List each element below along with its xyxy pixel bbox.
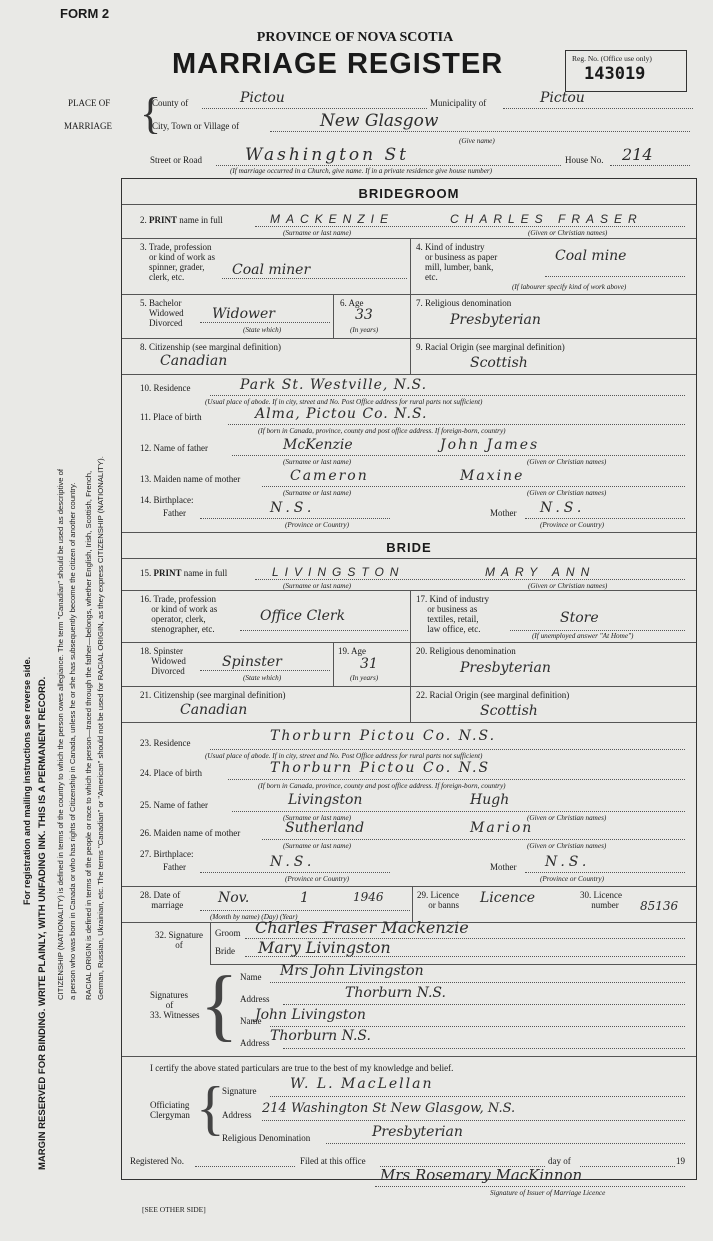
bride-name-label: 15. PRINT name in full [140, 568, 228, 578]
bride-father-birthplace-label: Father [163, 862, 186, 872]
bride-residence-label-text: 23. Residence [140, 738, 191, 748]
clergy-sig-label: Signature [222, 1086, 257, 1096]
marriage-year: 1946 [353, 890, 384, 904]
bride-father-label: 25. Name of father [140, 800, 208, 810]
bride-parents-birthplace-label: 27. Birthplace: [140, 849, 194, 859]
bride-mother-label: 26. Maiden name of mother [140, 828, 241, 838]
clergy-denom-label: Religious Denomination [222, 1133, 311, 1143]
groom-racial-label: 9. Racial Origin (see marginal definition) [416, 342, 565, 352]
groom-given: CHARLES FRASER [450, 212, 643, 226]
groom-mother-surname-hint: (Surname or last name) [283, 489, 352, 497]
groom-age-hint: (In years) [350, 326, 379, 334]
w2-address: Thorburn N.S. [270, 1028, 371, 1044]
groom-industry-label: 4. Kind of industry or business as paper mill, lumber, bank, etc. [416, 242, 498, 282]
groom-mother-country-hint: (Province or Country) [540, 521, 605, 529]
groom-mother-surname: Cameron [290, 468, 369, 484]
bride-religion-label: 20. Religious denomination [416, 646, 516, 656]
issuer-label: Signature of Issuer of Marriage Licence [490, 1189, 606, 1197]
licence-number-value: 85136 [640, 899, 679, 913]
bride-surname: LIVINGSTON [272, 565, 405, 579]
province-heading: PROVINCE OF NOVA SCOTIA [256, 30, 454, 45]
bride-age-label: 19. Age [338, 646, 366, 656]
city-label: City, Town or Village of [152, 121, 240, 131]
give-name-hint: (Give name) [459, 137, 495, 145]
groom-status-hint: (State which) [243, 326, 282, 334]
bride-given: MARY ANN [485, 565, 596, 579]
house-label: House No. [565, 155, 604, 165]
house-value: 214 [622, 145, 653, 164]
groom-birthplace-hint: (If born in Canada, province, county and post office address. If foreign-born, country) [258, 427, 506, 435]
year-label: 19 [676, 1156, 685, 1166]
bride-mother-given: Marion [470, 820, 534, 836]
w1-address: Thorburn N.S. [345, 985, 446, 1001]
reg-number-value: 143019 [584, 64, 646, 84]
groom-father-country-hint: (Province or Country) [285, 521, 350, 529]
groom-industry-value: Coal mine [555, 248, 627, 264]
groom-mother-given-hint: (Given or Christian names) [527, 489, 607, 497]
witness-brace: { [200, 961, 239, 1049]
w1-name-label: Name [240, 972, 262, 982]
bride-heading: BRIDE [386, 540, 432, 555]
groom-mother-birthplace: N.S. [540, 500, 586, 516]
w1-address-label: Address [240, 994, 270, 1004]
reg-number-box [565, 50, 687, 92]
bride-trade-value: Office Clerk [260, 608, 346, 624]
bride-mother-country-hint: (Province or Country) [540, 875, 605, 883]
bride-mother-given-hint: (Given or Christian names) [527, 842, 607, 850]
margin-instructions: For registration and mailing instructions see reverse side. [22, 656, 32, 905]
licence-or-banns-value: Licence [480, 890, 536, 906]
street-label: Street or Road [150, 155, 202, 165]
w1-name: Mrs John Livingston [280, 963, 424, 979]
bride-signature: Mary Livingston [258, 938, 391, 957]
groom-citizenship-value: Canadian [160, 353, 228, 369]
clergy-address: 214 Washington St New Glasgow, N.S. [262, 1101, 516, 1116]
margin-binding-note: MARGIN RESERVED FOR BINDING. WRITE PLAINLY, WITH UNFADING INK. THIS IS A PERMANENT RECORD. [37, 676, 48, 1170]
groom-residence-label: 10. Residence [140, 383, 191, 393]
see-other-side: [SEE OTHER SIDE] [142, 1205, 206, 1214]
bride-status-value: Spinster [222, 654, 282, 670]
bride-age-hint: (In years) [350, 674, 379, 682]
marriage-day: 1 [300, 890, 309, 906]
w2-name: John Livingston [255, 1007, 366, 1023]
groom-industry-hint: (If labourer specify kind of work above) [512, 283, 627, 291]
form-number: FORM 2 [60, 6, 110, 21]
groom-trade-value: Coal miner [232, 262, 311, 278]
groom-surname: MACKENZIE [270, 212, 395, 226]
groom-status-label: 5. Bachelor Widowed Divorced [140, 298, 184, 328]
county-label: County of [152, 98, 189, 108]
groom-religion-value: Presbyterian [450, 312, 541, 328]
clergy-address-label: Address [222, 1110, 252, 1120]
bride-age-value: 31 [360, 656, 378, 672]
licence-number-label: 30. Licence number [580, 890, 622, 910]
bride-father-birthplace: N.S. [270, 854, 316, 870]
groom-father-birthplace-label: Father [163, 508, 186, 518]
groom-mother-given: Maxine [460, 468, 525, 484]
bride-citizenship-value: Canadian [180, 702, 248, 718]
bride-father-country-hint: (Province or Country) [285, 875, 350, 883]
marriage-month: Nov. [218, 890, 250, 906]
bride-mother-birthplace-label: Mother [490, 862, 517, 872]
groom-parents-birthplace-label: 14. Birthplace: [140, 495, 194, 505]
margin-citizenship-2: a person who was born in Canada or who has rights of Citizenship in Canada, unless he or she has subsequently become the citizen of another country. [68, 482, 77, 1000]
groom-father-surname: McKenzie [283, 437, 353, 453]
groom-given-hint: (Given or Christian names) [528, 229, 608, 237]
groom-religion-label: 7. Religious denomination [416, 298, 512, 308]
groom-father-birthplace: N.S. [270, 500, 316, 516]
officiating-label: Officiating Clergyman [150, 1100, 190, 1120]
registered-label: Registered No. [130, 1156, 184, 1166]
witnesses-label: Signatures of 33. Witnesses [150, 990, 200, 1020]
bride-industry-hint: (If unemployed answer "At Home") [532, 632, 634, 640]
bride-mother-surname: Sutherland [285, 820, 365, 836]
bride-status-label: 18. Spinster Widowed Divorced [140, 646, 186, 676]
groom-residence-value: Park St. Westville, N.S. [240, 377, 428, 393]
day-of-label: day of [548, 1156, 571, 1166]
bride-father-given-hint: (Given or Christian names) [527, 814, 607, 822]
bride-industry-value: Store [560, 610, 599, 626]
groom-name-label: 2. PRINT name in full [140, 215, 223, 225]
clergy-denomination: Presbyterian [372, 1124, 463, 1140]
reg-number-label: Reg. No. (Office use only) [572, 54, 652, 63]
groom-birthplace-value: Alma, Pictou Co. N.S. [255, 406, 428, 422]
w2-name-label: Name [240, 1016, 262, 1026]
groom-mother-label: 13. Maiden name of mother [140, 474, 241, 484]
municipality-label: Municipality of [430, 98, 487, 108]
bride-religion-value: Presbyterian [460, 660, 551, 676]
groom-trade-label: 3. Trade, profession or kind of work as spinner, grader, clerk, etc. [140, 242, 215, 282]
bride-sig-label: Bride [215, 946, 235, 956]
groom-mother-birthplace-label: Mother [490, 508, 517, 518]
bride-racial-value: Scottish [480, 703, 538, 719]
bride-birthplace-hint: (If born in Canada, province, county and post office address. If foreign-born, country) [258, 782, 506, 790]
groom-citizenship-label: 8. Citizenship (see marginal definition) [140, 342, 282, 352]
bride-residence-value: Thorburn Pictou Co. N.S. [270, 728, 497, 744]
certify-text: I certify the above stated particulars are true to the best of my knowledge and belief. [150, 1063, 454, 1073]
groom-birthplace-label: 11. Place of birth [140, 412, 202, 422]
bride-given-hint: (Given or Christian names) [528, 582, 608, 590]
bride-industry-label: 17. Kind of industry or business as textiles, retail, law office, etc. [416, 594, 489, 634]
page-title: MARRIAGE REGISTER [172, 48, 504, 80]
bride-residence-hint: (Usual place of abode. If in city, street and No. Post Office address for rural parts not sufficient) [205, 752, 483, 760]
place-brace: { [140, 89, 162, 138]
w2-address-label: Address [240, 1038, 270, 1048]
groom-father-surname-hint: (Surname or last name) [283, 458, 352, 466]
groom-signature: Charles Fraser Mackenzie [255, 918, 469, 937]
place-note: (If marriage occurred in a Church, give name. If in a private residence give house number) [230, 167, 493, 175]
margin-racial-1: RACIAL ORIGIN is defined in terms of the people or race to which the person—traced through the father—belongs, whether English, Irish, Scottish, French, [84, 470, 93, 1000]
groom-age-value: 33 [355, 307, 373, 323]
bride-surname-hint: (Surname or last name) [283, 582, 352, 590]
issuer-signature: Mrs Rosemary MacKinnon [380, 1166, 583, 1184]
municipality-value: Pictou [540, 90, 585, 106]
signature-of-label: 32. Signature of [155, 930, 203, 950]
groom-father-given-hint: (Given or Christian names) [527, 458, 607, 466]
licence-or-banns-label: 29. Licence or banns [417, 890, 459, 910]
city-value: New Glasgow [320, 111, 439, 131]
groom-sig-label: Groom [215, 928, 241, 938]
groom-residence-hint: (Usual place of abode. If in city, street and No. Post Office address for rural parts not sufficient) [205, 398, 483, 406]
groom-surname-hint: (Surname or last name) [283, 229, 352, 237]
place-of-label: PLACE OF [68, 98, 111, 108]
groom-racial-value: Scottish [470, 355, 528, 371]
street-value: Washington St [245, 145, 409, 165]
filed-label: Filed at this office [300, 1156, 366, 1166]
margin-citizenship-1: CITIZENSHIP (NATIONALITY) is defined in terms of the country to which the person owes allegiance. The term "Canadian" should be used as descriptive of [56, 468, 65, 1000]
groom-age-label: 6. Age [340, 298, 364, 308]
bride-trade-label: 16. Trade, profession or kind of work as operator, clerk, stenographer, etc. [140, 594, 218, 634]
clergy-brace: { [196, 1075, 225, 1141]
bride-father-given: Hugh [470, 792, 510, 808]
bride-birthplace-label: 24. Place of birth [140, 768, 202, 778]
bride-citizenship-label: 21. Citizenship (see marginal definition) [140, 690, 286, 700]
margin-racial-2: German, Russian, Ukrainian, etc. The terms "Canadian" or "American" should not be used for RACIAL ORIGIN, as they express CITIZENSHIP (NATIONALITY). [96, 456, 105, 1000]
groom-status-value: Widower [212, 306, 275, 322]
bride-status-hint: (State which) [243, 674, 282, 682]
bride-birthplace-value: Thorburn Pictou Co. N.S [270, 760, 491, 776]
clergy-signature: W. L. MacLellan [290, 1076, 434, 1092]
bride-mother-surname-hint: (Surname or last name) [283, 842, 352, 850]
marriage-date-label: 28. Date of marriage [140, 890, 184, 910]
county-value: Pictou [240, 90, 285, 106]
bride-mother-birthplace: N.S. [545, 854, 591, 870]
groom-father-label: 12. Name of father [140, 443, 208, 453]
bride-racial-label: 22. Racial Origin (see marginal definition) [416, 690, 570, 700]
marriage-date-hint: (Month by name) (Day) (Year) [210, 913, 298, 921]
groom-father-given: John James [440, 437, 540, 453]
bride-father-surname: Livingston [288, 792, 363, 808]
bride-father-surname-hint: (Surname or last name) [283, 814, 352, 822]
bridegroom-heading: BRIDEGROOM [358, 186, 460, 201]
marriage-label: MARRIAGE [64, 121, 113, 131]
